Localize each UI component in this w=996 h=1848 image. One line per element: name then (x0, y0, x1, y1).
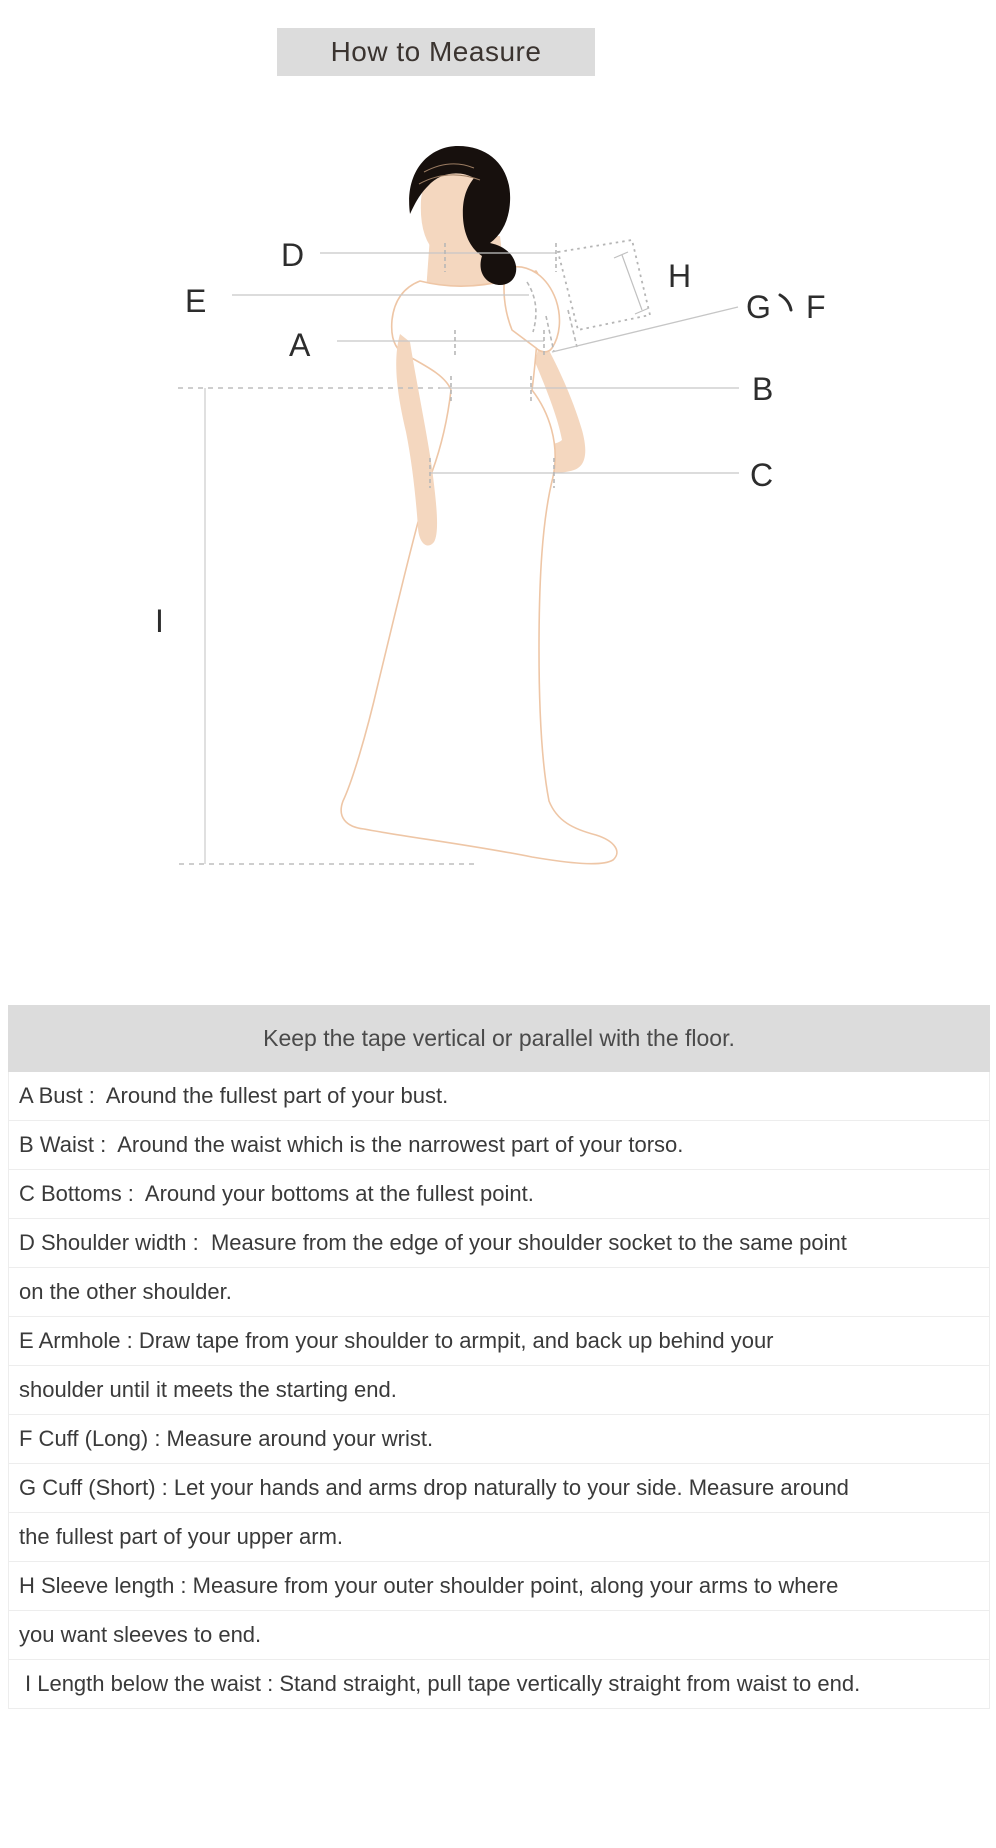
table-row-bottoms: C Bottoms : Around your bottoms at the fullest point. (9, 1170, 989, 1219)
measure-dim-h-cap-top (614, 252, 628, 258)
label-b: B (752, 371, 774, 407)
label-c: C (750, 457, 774, 493)
measure-tick-cuff-2 (568, 310, 577, 347)
table-row-shoulder-line2: on the other shoulder. (9, 1268, 989, 1317)
table-row-armhole-line1: E Armhole : Draw tape from your shoulder to armpit, and back up behind your (9, 1317, 989, 1366)
table-row-waist: B Waist : Around the waist which is the narrowest part of your torso. (9, 1121, 989, 1170)
label-e: E (185, 283, 207, 319)
table-row-armhole-line2: shoulder until it meets the starting end. (9, 1366, 989, 1415)
label-d: D (281, 237, 305, 273)
ideographic-comma-glyph (780, 295, 791, 310)
table-row-sleeve-length-line2: you want sleeves to end. (9, 1611, 989, 1660)
label-f: F (806, 289, 826, 325)
measure-sleeve-outline-h (558, 240, 650, 330)
label-i: I (155, 603, 164, 639)
label-h: H (668, 258, 692, 294)
table-row-cuff-short-line2: the fullest part of your upper arm. (9, 1513, 989, 1562)
table-row-cuff-short-line1: G Cuff (Short) : Let your hands and arms drop naturally to your side. Measure around (9, 1464, 989, 1513)
page-title: How to Measure (277, 28, 595, 76)
table-row-shoulder-line1: D Shoulder width : Measure from the edge of your shoulder socket to the same point (9, 1219, 989, 1268)
measure-line-gf (552, 307, 738, 352)
table-row-bust: A Bust : Around the fullest part of your bust. (9, 1072, 989, 1121)
table-header: Keep the tape vertical or parallel with the floor. (8, 1005, 990, 1072)
measurement-table (8, 1005, 990, 1709)
measure-dim-h (622, 255, 642, 310)
measurement-figure (0, 120, 996, 900)
figure-dress (341, 271, 617, 864)
table-row-sleeve-length-line1: H Sleeve length : Measure from your outer shoulder point, along your arms to where (9, 1562, 989, 1611)
label-a: A (289, 327, 311, 363)
table-row-cuff-long: F Cuff (Long) : Measure around your wrist. (9, 1415, 989, 1464)
label-g: G (746, 289, 771, 325)
table-row-length-below-waist: I Length below the waist : Stand straight, pull tape vertically straight from waist to end. (9, 1660, 989, 1709)
